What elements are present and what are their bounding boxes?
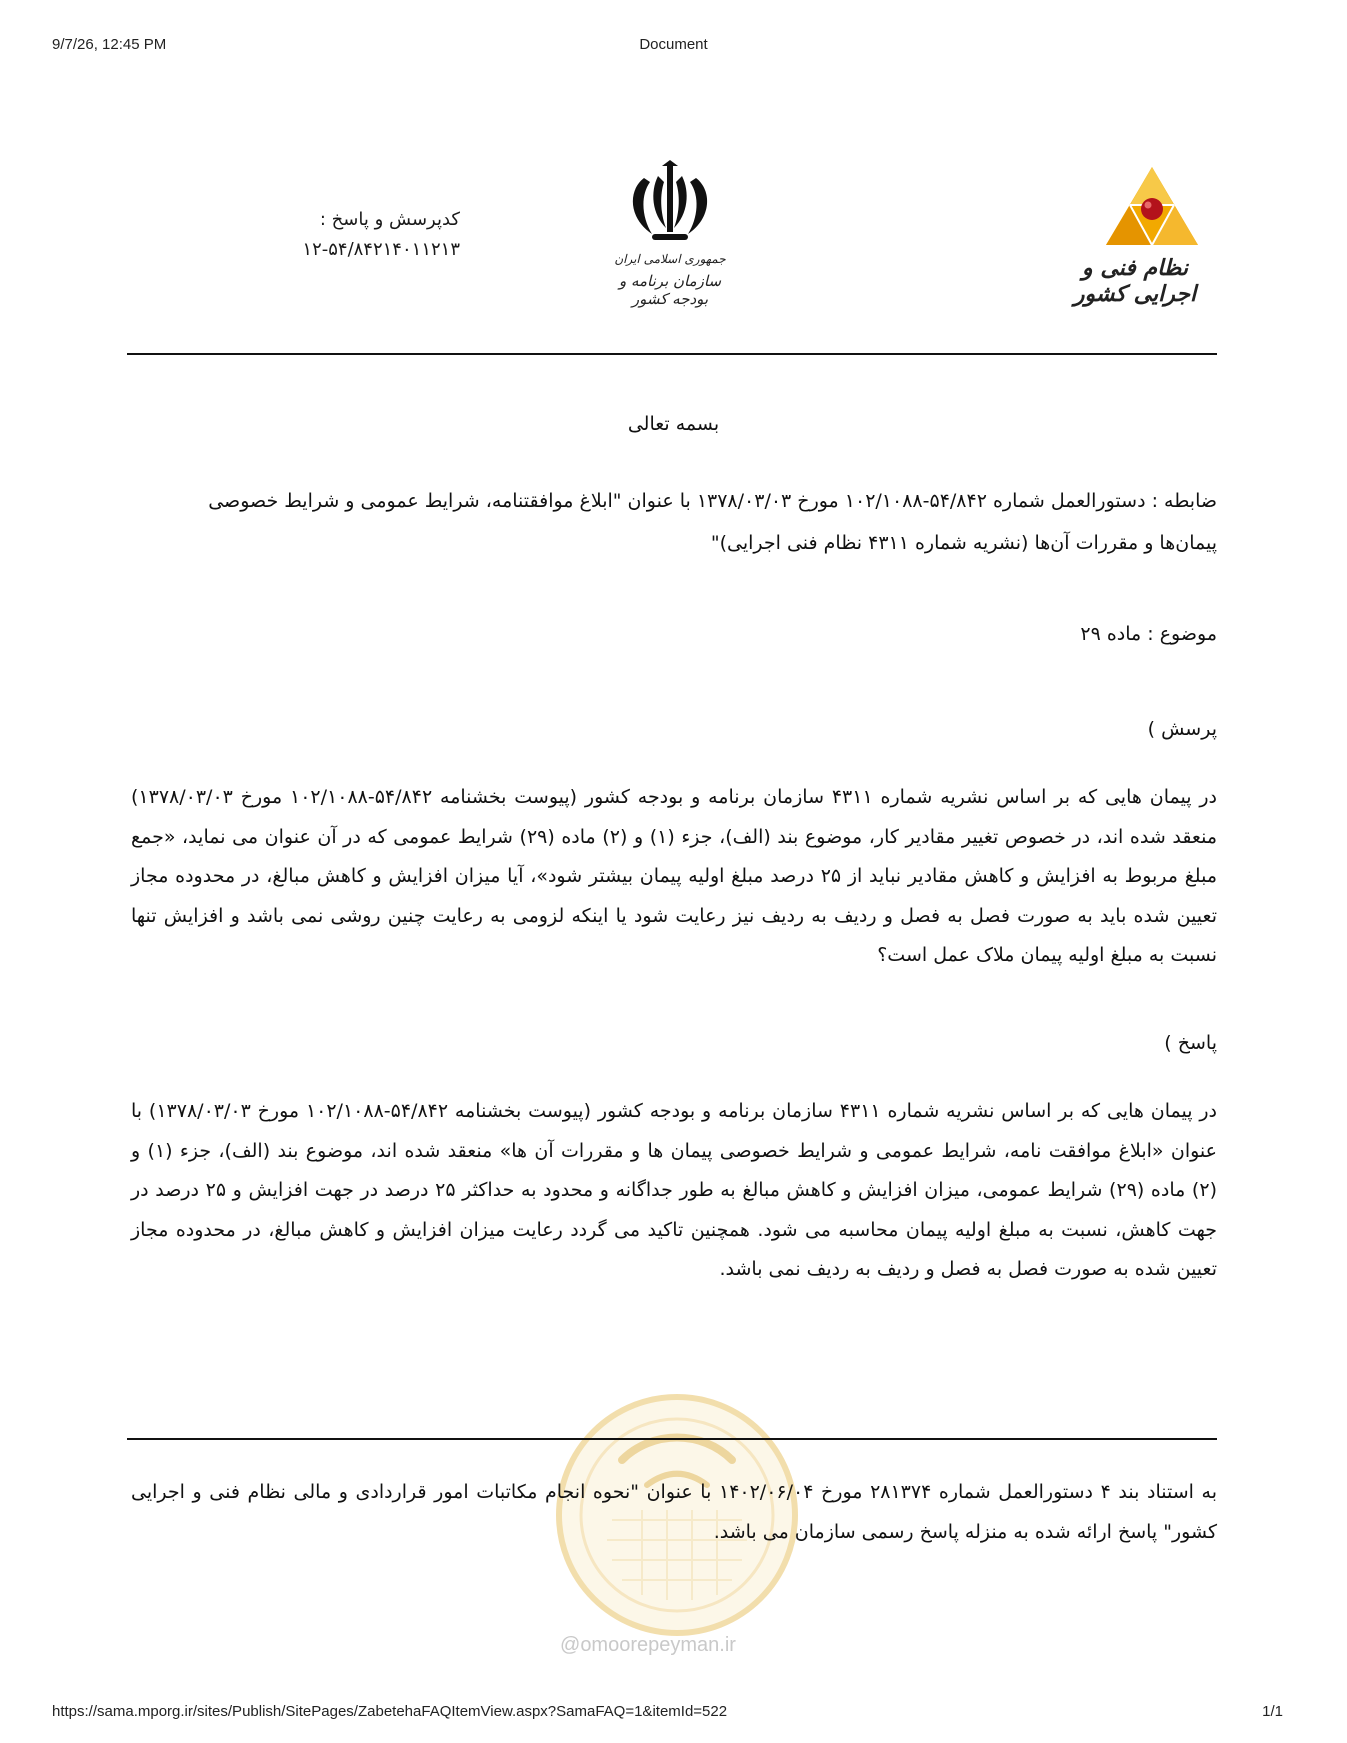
- subject-line: موضوع : ماده ۲۹: [1080, 623, 1217, 645]
- question-text: در پیمان هایی که بر اساس نشریه شماره ۴۳۱۱ سازمان برنامه و بودجه کشور (پیوست بخشنامه ۵۴/۸۴۲-۱۰۲/۱۰۸۸ مورخ ۱۳۷۸/۰۳/۰۳) منعقد شده اند، در خصوص تغییر مقادیر کار، موضوع بند (الف)، جزء (۱) و (۲) ماده (۲۹) شرایط عمومی که در آن عنوان می نماید، «جمع مبلغ مربوط به افزایش و کاهش مقادیر نباید از ۲۵ درصد مبلغ اولیه پیمان بیشتر شود»، آیا میزان افزایش و کاهش مبالغ، در محدوده مجاز تعیین شده باید به صورت فصل به فصل و ردیف به ردیف نیز رعایت شود یا اینکه لزومی به رعایت چنین روشی نمی باشد و افزایش تنها نسبت به مبلغ اولیه پیمان ملاک عمل است؟: [131, 786, 1218, 966]
- question-code-label: کدپرسش و پاسخ :: [319, 209, 460, 230]
- answer-label: پاسخ ): [1164, 1032, 1217, 1054]
- nezam-fanni-logo-icon: [1104, 165, 1200, 249]
- official-answer-note: به استناد بند ۴ دستورالعمل شماره ۲۸۱۳۷۴ مورخ ۱۴۰۲/۰۶/۰۴ با عنوان "نحوه انجام مکاتبات امور قراردادی و مالی نظام فنی و اجرایی کشور" پاسخ ارائه شده به منزله پاسخ رسمی سازمان می باشد.: [131, 1481, 1218, 1543]
- print-page-number: 1/1: [1262, 1703, 1283, 1720]
- print-datetime: 9/7/26, 12:45 PM: [52, 36, 167, 53]
- regulation-reference: [160, 480, 1217, 564]
- iran-emblem: [600, 160, 740, 310]
- footer-divider: [127, 1438, 1217, 1440]
- nezam-fanni-logo: [1060, 165, 1210, 305]
- emblem-line1: جمهوری اسلامی ایران: [614, 252, 726, 266]
- logo-caption: نظام فنی و اجرایی کشور: [1073, 255, 1197, 307]
- answer-text: در پیمان هایی که بر اساس نشریه شماره ۴۳۱۱ سازمان برنامه و بودجه کشور (پیوست بخشنامه ۵۴/۸۴۲-۱۰۲/۱۰۸۸ مورخ ۱۳۷۸/۰۳/۰۳) با عنوان «ابلاغ موافقت نامه، شرایط عمومی و شرایط خصوصی پیمان ها و مقررات آن ها» منعقد شده اند، موضوع بند (الف)، جزء (۱) و (۲) ماده (۲۹) شرایط عمومی، میزان افزایش و کاهش مبالغ به طور جداگانه و محدود به حداکثر ۲۵ درصد در جهت افزایش و ۲۵ درصد در جهت کاهش، نسبت به مبلغ اولیه پیمان محاسبه می شود. همچنین تاکید می گردد رعایت میزان افزایش و کاهش مبالغ، در محدوده مجاز تعیین شده به صورت فصل به فصل و ردیف به ردیف نمی باشد.: [131, 1100, 1217, 1280]
- print-url: https://sama.mporg.ir/sites/Publish/SitePages/ZabetehaFAQItemView.aspx?SamaFAQ=1&itemId=522: [52, 1703, 728, 1720]
- header-divider: [127, 353, 1217, 355]
- regulation-line-1: ضابطه : دستورالعمل شماره ۵۴/۸۴۲-۱۰۲/۱۰۸۸ مورخ ۱۳۷۸/۰۳/۰۳ با عنوان "ابلاغ موافقتنامه، شرایط عمومی و شرایط خصوصی: [208, 490, 1217, 512]
- bismillah-heading: بسمه تعالی: [627, 413, 720, 435]
- regulation-line-2: پیمان‌ها و مقررات آن‌ها (نشریه شماره ۴۳۱۱ نظام فنی اجرایی)": [710, 532, 1217, 554]
- question-label: پرسش ): [1147, 718, 1217, 740]
- at-sign-icon: @: [560, 1634, 581, 1656]
- print-title: Document: [639, 36, 708, 53]
- watermark-url: [560, 1634, 736, 1657]
- emblem-line2: سازمان برنامه و بودجه کشور: [618, 272, 722, 308]
- watermark-url-text: omoorepeyman.ir: [580, 1634, 736, 1656]
- iran-emblem-icon: [622, 160, 718, 244]
- question-code-block: [230, 205, 460, 265]
- question-code-value: ۱۲-۵۴/۸۴۲۱۴۰۱۱۲۱۳: [302, 239, 460, 260]
